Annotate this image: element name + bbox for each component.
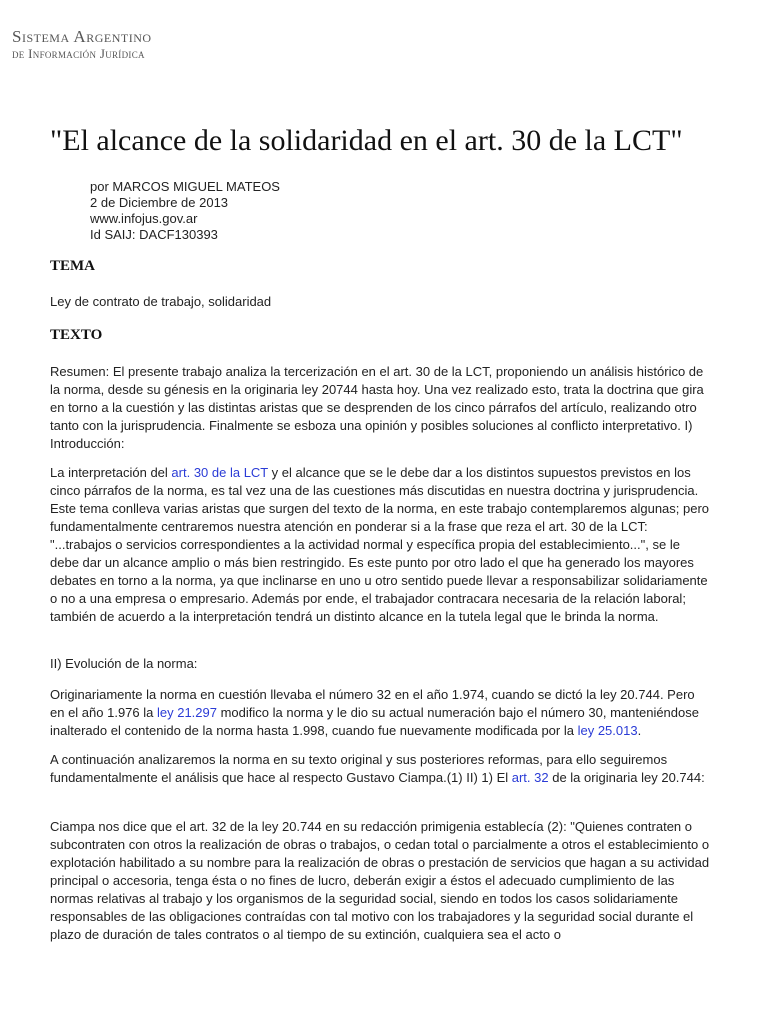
p5-text-b: de la originaria ley 20.744:: [548, 770, 705, 785]
intro-paragraph: [50, 464, 710, 626]
intro-text-after: y el alcance que se le debe dar a los distintos supuestos previstos en los cinco párrafos de la norma, es tal vez una de las cuestiones más discutidas en nuestra doctrina y jurisprudencia. Este tema conlleva varias aristas que surgen del texto de la norma, en este trabajo contemplaremos algunas; pero fundamentalmente centraremos nuestra atención en ponderar si a la frase que reza el art. 30 de la LCT: "...trabajos o servicios correspondientes a la actividad normal y específica propia del establecimiento...", se le debe dar un alcance amplio o más bien restringido. Es este punto por otro lado el que ha generado los mayores debates en torno a la norma, ya que inclinarse en uno u otro sentido puede llevar a responsabilizar solidariamente o no a una empresa o empresario. Además por ende, el trabajador contracara necesaria de la relación laboral; también de acuerdo a la interpretación tendrá un distinto alcance en la tutela legal que le brinda la norma.: [50, 465, 710, 624]
p5-text-a: A continuación analizaremos la norma en su texto original y sus posteriores reformas, para ello seguiremos fundamentalmente el análisis que hace al respecto Gustavo Ciampa.(1) II) 1) El: [50, 752, 668, 785]
saij-logo: [12, 28, 152, 60]
author: por MARCOS MIGUEL MATEOS: [90, 179, 280, 194]
p4-text-c: .: [637, 723, 642, 738]
link-ley-25013[interactable]: ley 25.013: [577, 723, 638, 738]
continuacion-paragraph: [50, 751, 710, 787]
date: 2 de Diciembre de 2013: [90, 195, 229, 210]
website: www.infojus.gov.ar: [90, 211, 198, 226]
document-title: "El alcance de la solidaridad en el art. 30 de la LCT": [50, 124, 683, 157]
saij-id: Id SAIJ: DACF130393: [90, 227, 218, 242]
p4-text-a: Originariamente la norma en cuestión llevaba el número 32 en el año 1.974, cuando se dictó la ley 20.744. Pero en el año 1.976 la: [50, 687, 695, 720]
p4-text-b: modifico la norma y le dio su actual numeración bajo el número 30, manteniéndose inalterado el contenido de la norma hasta 1.998, cuando fue nuevamente modificada por la: [50, 705, 699, 738]
logo-line-1: Sistema Argentino: [12, 27, 152, 46]
tema-text: Ley de contrato de trabajo, solidaridad: [50, 294, 272, 309]
document-meta: [90, 179, 280, 243]
originariamente-paragraph: [50, 686, 710, 740]
logo-line-2: de Información Jurídica: [12, 46, 145, 61]
link-art-30-lct[interactable]: art. 30 de la LCT: [171, 465, 269, 480]
intro-text-before: La interpretación del: [50, 465, 172, 480]
ciampa-paragraph: Ciampa nos dice que el art. 32 de la ley 20.744 en su redacción primigenia establecía (2): "Quienes contraten o subcontraten con otros la realización de obras o trabajos, o cedan total o parcialmente a otros el establecimiento o explotación habilitado a su nombre para la realización de obras o prestación de servicios que hagan a su actividad principal o accesoria, tenga ésta o no fines de lucro, deberán exigir a éstos el adecuado cumplimiento de las normas relativas al trabajo y los organismos de la seguridad social, siendo en todos los casos solidariamente responsables de las obligaciones contraídas con tal motivo con los trabajadores y la seguridad social durante el plazo de duración de tales contratos o al tiempo de su extinción, cualquiera sea el acto o: [50, 819, 710, 942]
texto-heading: TEXTO: [50, 327, 103, 343]
resumen-paragraph: Resumen: El presente trabajo analiza la tercerización en el art. 30 de la LCT, proponiendo un análisis histórico de la norma, desde su génesis en la originaria ley 20744 hasta hoy. Una vez realizado esto, trata la doctrina que gira en torno a la cuestión y las distintas aristas que se desprenden de los cinco párrafos del artículo, realizando otro tanto con la jurisprudencia. Finalmente se esboza una opinión y posibles soluciones al conflicto interpretativo. I) Introducción:: [50, 364, 704, 451]
link-ley-21297[interactable]: ley 21.297: [156, 705, 217, 720]
evolucion-heading-paragraph: II) Evolución de la norma:: [50, 656, 198, 671]
tema-heading: TEMA: [50, 258, 95, 274]
link-art-32[interactable]: art. 32: [511, 770, 549, 785]
